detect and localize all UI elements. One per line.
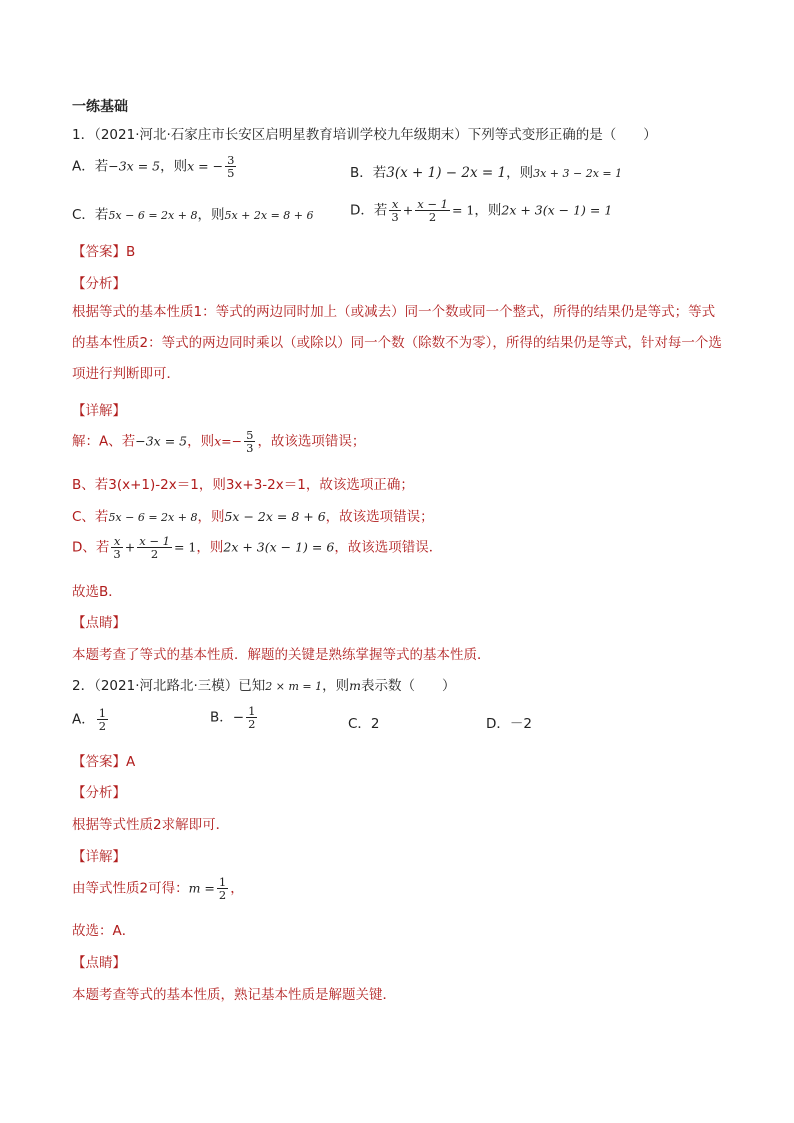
detail-result-lhs: m = bbox=[188, 880, 215, 896]
question-2-stem bbox=[72, 674, 456, 694]
choose-value: B bbox=[99, 584, 109, 600]
choose-prefix: 故选 bbox=[72, 584, 99, 600]
detail-result-lhs: x=− bbox=[214, 433, 243, 449]
detail-result: 2x + 3(x − 1) = 6 bbox=[223, 539, 335, 555]
fraction-numerator: 1 bbox=[248, 704, 256, 718]
detail-equation: 3(x+1)-2x＝1 bbox=[108, 477, 199, 493]
option-b-connector: ，则 bbox=[506, 165, 534, 181]
detail-fraction-1 bbox=[111, 535, 122, 560]
q2-detail-line bbox=[72, 876, 244, 901]
option-b-label: B．若 bbox=[350, 165, 387, 181]
answer-tag: 【答案】 bbox=[72, 754, 126, 770]
fraction-numerator: x bbox=[389, 198, 400, 211]
fraction-denominator: 2 bbox=[150, 547, 159, 561]
answer-value: A bbox=[126, 754, 136, 770]
option-d-result: 2x + 3(x − 1) = 1 bbox=[501, 202, 613, 218]
fraction-numerator: x − 1 bbox=[417, 197, 448, 211]
detail-connector: ，则 bbox=[196, 539, 224, 556]
fraction-denominator: 2 bbox=[428, 210, 437, 224]
detail-fraction-2 bbox=[137, 535, 172, 560]
q1-point-text: 本题考查了等式的基本性质．解题的关键是熟练掌握等式的基本性质． bbox=[72, 647, 491, 663]
q1-detail-line-b bbox=[72, 473, 414, 493]
option-a-connector: ，则 bbox=[160, 158, 188, 175]
q2-point-tag: 【点睛】 bbox=[72, 955, 126, 971]
option-d-connector: ，则 bbox=[474, 202, 502, 219]
stem-variable: m bbox=[349, 678, 361, 693]
detail-prefix: 解：A、若 bbox=[72, 433, 136, 450]
detail-connector: ，则 bbox=[187, 433, 215, 450]
fraction-numerator: x bbox=[111, 535, 122, 548]
question-2-option-d: D．－2 bbox=[486, 716, 532, 732]
choose-suffix: ． bbox=[108, 584, 122, 600]
question-1-option-c bbox=[72, 203, 314, 223]
q2-answer bbox=[72, 750, 135, 770]
option-a-label: A．若 bbox=[72, 158, 109, 175]
fraction-denominator: 3 bbox=[391, 210, 399, 224]
detail-result: 5x − 2x = 8 + 6 bbox=[224, 509, 326, 524]
option-a-label: A． bbox=[72, 711, 95, 728]
fraction-denominator: 5 bbox=[227, 166, 235, 180]
fraction-denominator: 3 bbox=[113, 547, 121, 561]
detail-prefix: B、若 bbox=[72, 477, 109, 493]
detail-plus: + bbox=[124, 539, 136, 555]
detail-prefix: 由等式性质2可得： bbox=[72, 880, 189, 897]
question-1-option-a bbox=[72, 154, 238, 179]
q1-answer bbox=[72, 240, 135, 260]
question-1-option-d bbox=[350, 198, 612, 223]
detail-connector: ，则 bbox=[198, 477, 226, 493]
detail-suffix: ，故该选项错误； bbox=[257, 433, 366, 450]
fraction-numerator: 1 bbox=[98, 706, 107, 720]
option-b-label: B．− bbox=[210, 709, 245, 726]
detail-fraction bbox=[217, 876, 228, 901]
q2-detail-tag: 【详解】 bbox=[72, 849, 126, 865]
detail-result: 3x+3-2x＝1 bbox=[225, 477, 306, 493]
stem-connector: ，则 bbox=[322, 678, 350, 694]
option-d-fraction-1 bbox=[389, 198, 400, 223]
stem-prefix: 2．（2021·河北路北·三模）已知 bbox=[72, 678, 266, 694]
detail-suffix: ， bbox=[230, 880, 244, 897]
q2-point-text: 本题考查等式的基本性质，熟记基本性质是解题关键． bbox=[72, 987, 396, 1003]
fraction-numerator: 1 bbox=[218, 875, 227, 889]
answer-value: B bbox=[126, 244, 136, 260]
option-d-plus: + bbox=[402, 202, 414, 218]
option-a-result-lhs: x = − bbox=[187, 158, 224, 174]
q1-analysis-text: 根据等式的基本性质1：等式的两边同时加上（或减去）同一个数或同一个整式，所得的结果仍是等式；等式的基本性质2：等式的两边同时乘以（或除以）同一个数（除数不为零），所得的结果仍是等式，针对每一个选项进行判断即可． bbox=[72, 304, 722, 382]
detail-equation: 5x − 6 = 2x + 8 bbox=[108, 511, 198, 524]
option-c-equation: 5x − 6 = 2x + 8 bbox=[108, 209, 198, 222]
detail-equation: −3x = 5 bbox=[135, 433, 188, 449]
question-2-option-a bbox=[72, 707, 110, 732]
q1-point-tag: 【点睛】 bbox=[72, 615, 126, 631]
detail-fraction bbox=[244, 429, 255, 454]
option-b-equation: 3(x + 1) − 2x = 1 bbox=[386, 165, 507, 181]
detail-suffix: ，故该选项错误． bbox=[334, 539, 443, 556]
option-d-fraction-2 bbox=[415, 198, 450, 223]
q1-detail-line-a bbox=[72, 429, 365, 454]
option-b-fraction bbox=[246, 705, 257, 730]
q1-choose bbox=[72, 580, 122, 600]
stem-suffix: 表示数（ ） bbox=[361, 678, 456, 694]
fraction-numerator: x − 1 bbox=[139, 534, 170, 548]
detail-suffix: ，故该选项正确； bbox=[305, 477, 414, 493]
option-a-fraction bbox=[97, 707, 108, 732]
option-c-connector: ，则 bbox=[197, 207, 225, 223]
q2-analysis-text: 根据等式性质2求解即可． bbox=[72, 817, 230, 833]
fraction-numerator: 5 bbox=[246, 428, 254, 442]
detail-connector: ，则 bbox=[197, 509, 225, 525]
option-d-label: D．若 bbox=[350, 202, 388, 219]
option-c-result: 5x + 2x = 8 + 6 bbox=[224, 209, 314, 222]
question-1-stem: 1．（2021·河北·石家庄市长安区启明星教育培训学校九年级期末）下列等式变形正确的是（ ） bbox=[72, 127, 657, 143]
fraction-denominator: 2 bbox=[248, 717, 256, 731]
q1-detail-tag: 【详解】 bbox=[72, 403, 126, 419]
option-b-result: 3x + 3 − 2x = 1 bbox=[533, 167, 623, 180]
question-2-option-c: C．2 bbox=[348, 716, 380, 732]
q1-analysis-tag: 【分析】 bbox=[72, 276, 126, 292]
detail-equals: = 1 bbox=[173, 539, 197, 555]
q2-analysis-tag: 【分析】 bbox=[72, 785, 126, 801]
question-1-option-b bbox=[350, 161, 622, 181]
option-c-label: C．若 bbox=[72, 207, 109, 223]
fraction-numerator: 3 bbox=[227, 153, 235, 167]
detail-suffix: ，故该选项错误； bbox=[325, 509, 434, 525]
option-d-equals: = 1 bbox=[451, 202, 475, 218]
stem-equation: 2 × m = 1 bbox=[265, 680, 323, 693]
detail-prefix: D、若 bbox=[72, 539, 110, 556]
fraction-denominator: 3 bbox=[246, 441, 254, 455]
fraction-denominator: 2 bbox=[98, 719, 107, 733]
section-title: 一练基础 bbox=[72, 99, 128, 115]
q1-detail-line-c bbox=[72, 505, 434, 525]
q1-detail-line-d bbox=[72, 535, 442, 560]
option-a-equation: −3x = 5 bbox=[108, 158, 161, 174]
fraction-denominator: 2 bbox=[218, 888, 227, 902]
answer-tag: 【答案】 bbox=[72, 244, 126, 260]
option-a-fraction bbox=[225, 154, 236, 179]
q2-choose: 故选：A． bbox=[72, 923, 136, 939]
question-2-option-b bbox=[210, 705, 259, 730]
detail-prefix: C、若 bbox=[72, 509, 109, 525]
